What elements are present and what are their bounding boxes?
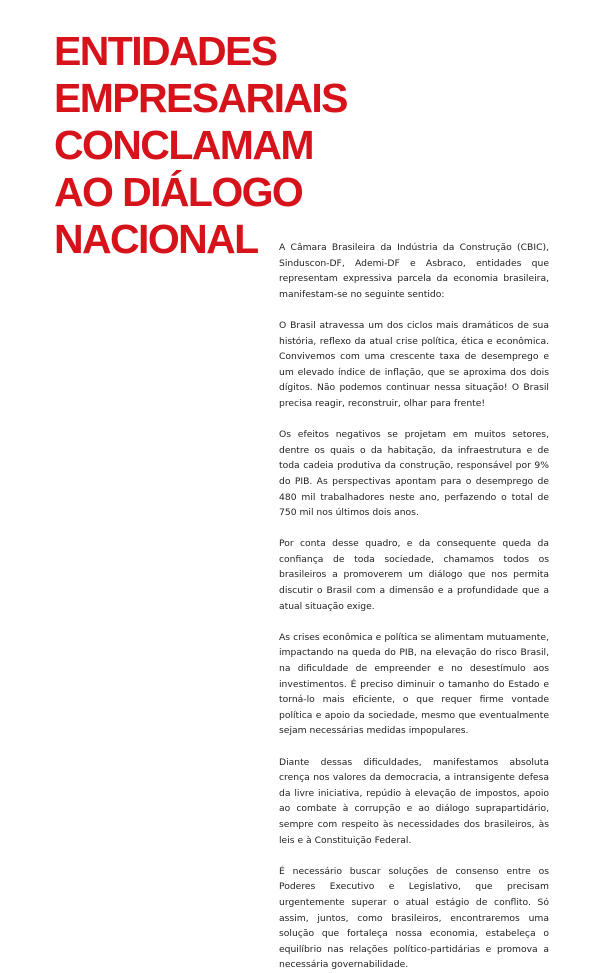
page-title <box>54 28 374 263</box>
paragraph-crisis: O Brasil atravessa um dos ciclos mais dramáticos de sua história, reflexo da atual crise política, ética e econômica. Convivemos com uma crescente taxa de desemprego e um elevado índice de inflação, que se aproxima dos dois dígitos. Não podemos continuar nessa situação! O Brasil precisa reagir, reconstruir, olhar para frente! <box>279 319 549 409</box>
headline-line: EMPRESARIAIS <box>54 75 347 121</box>
paragraph-dialogue: Por conta desse quadro, e da consequente queda da confiança de toda sociedade, chamamos todos os brasileiros a promoverem um diálogo que nos permita discutir o Brasil com a dimensão e a profundidade que a atual situação exige. <box>279 538 549 612</box>
paragraph-economy: As crises econômica e política se alimentam mutuamente, impactando na queda do PIB, na elevação do risco Brasil, na dificuldade de empreender e no desestímulo aos investimentos. É preciso diminuir o tamanho do Estado e torná-lo mais eficiente, o que requer firme vontade política e apoio da sociedade, mesmo que eventualmente sejam necessárias medidas impopulares. <box>279 631 549 737</box>
headline-line: CONCLAMAM <box>54 122 313 168</box>
manifesto-body <box>279 240 549 973</box>
paragraph-effects: Os efeitos negativos se projetam em muitos setores, dentre os quais o da habitação, da infraestrutura e de toda cadeia produtiva da construção, responsável por 9% do PIB. As perspectivas apontam para o desemprego de 480 mil trabalhadores neste ano, perfazendo o total de 750 mil nos últimos dois anos. <box>279 429 549 519</box>
headline-line: ENTIDADES <box>54 28 277 74</box>
paragraph-values: Diante dessas dificuldades, manifestamos absoluta crença nos valores da democracia, a intransigente defesa da livre iniciativa, repúdio à elevação de impostos, apoio ao combate à corrupção e ao diálogo suprapartidário, sempre com respeito às necessidades dos brasileiros, às leis e à Constituição Federal. <box>279 756 549 846</box>
paragraph-intro: A Câmara Brasileira da Indústria da Construção (CBIC), Sinduscon-DF, Ademi-DF e Asbraco, entidades que representam expressiva parcela da economia brasileira, manifestam-se no seguinte sentido: <box>279 242 549 300</box>
headline-line: NACIONAL <box>54 216 258 262</box>
headline-line: AO DIÁLOGO <box>54 169 303 215</box>
paragraph-consensus: É necessário buscar soluções de consenso entre os Poderes Executivo e Legislativo, que precisam urgentemente superar o atual estágio de conflito. Só assim, juntos, como brasileiros, encontraremos uma solução que fortaleça nossa economia, estabeleça o equilíbrio nas relações político-partidárias e promova a necessária governabilidade. <box>279 865 549 971</box>
